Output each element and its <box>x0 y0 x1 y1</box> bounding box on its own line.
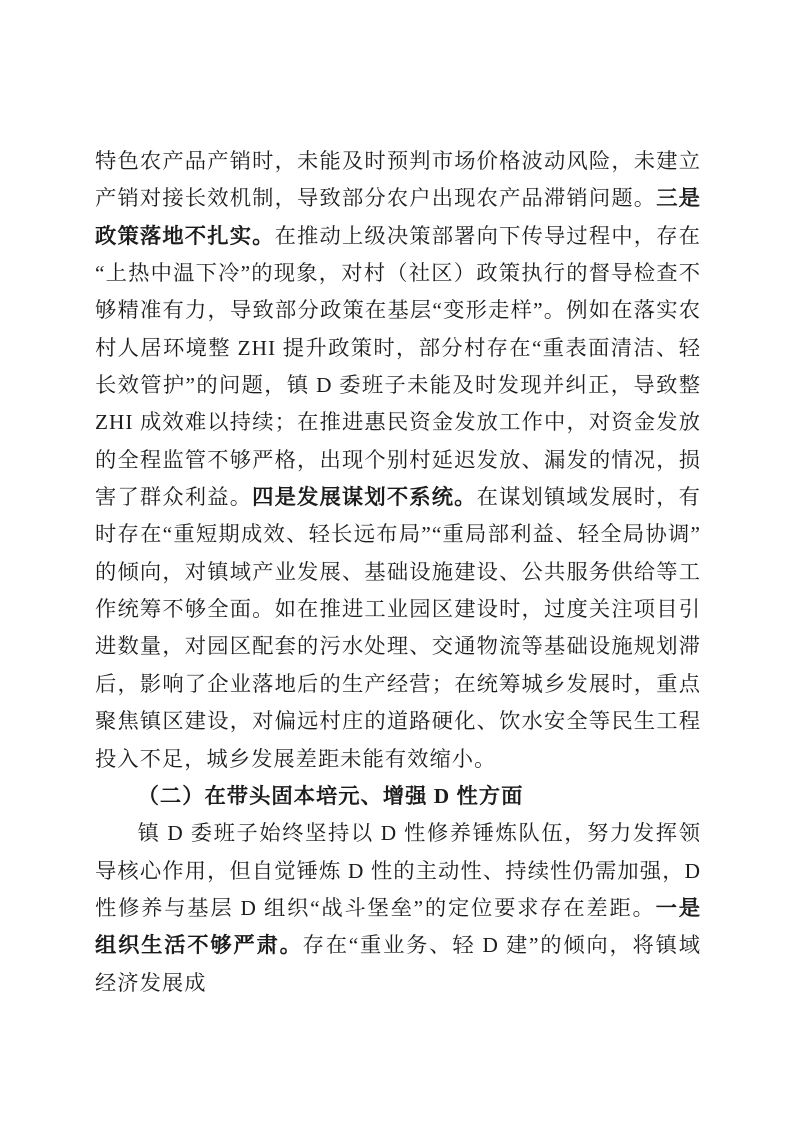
document-body <box>95 143 701 1002</box>
paragraph-body <box>95 815 701 1002</box>
text-run: 在谋划镇域发展时，有时存在“重短期成效、轻长远布局”“重局部利益、轻全局协调”的倾向，对镇域产业发展、基础设施建设、公共服务供给等工作统筹不够全面。如在推进工业园区建设时，过度关注项目引进数量，对园区配套的污水处理、交通物流等基础设施规划滞后，影响了企业落地后的生产经营；在统筹城乡发展时，重点聚焦镇区建设，对偏远村庄的道路硬化、饮水安全等民生工程投入不足，城乡发展差距未能有效缩小。 <box>95 485 701 771</box>
section-heading: （二）在带头固本培元、增强 D 性方面 <box>137 783 524 808</box>
text-run: 镇 D 委班子始终坚持以 D 性修养锤炼队伍，努力发挥领导核心作用，但自觉锤炼 D 性的主动性、持续性仍需加强，D 性修养与基层 D 组织“战斗堡垒”的定位要求存在差距。 <box>95 821 701 920</box>
bold-emphasis-run: 四是发展谋划不系统。 <box>252 485 477 510</box>
text-run: 存在“重业务、轻 D 建”的倾向，将镇域经济发展成 <box>95 933 701 995</box>
paragraph-continuation <box>95 143 701 778</box>
bold-emphasis-run: 一是组织生活不够严肃。 <box>95 895 701 958</box>
text-run: 在推动上级决策部署向下传导过程中，存在“上热中温下冷”的现象，对村（社区）政策执行的督导检查不够精准有力，导致部分政策在基层“变形走样”。例如在落实农村人居环境整 ZHI 提升政策时，部分村存在“重表面清洁、轻长效管护”的问题，镇 D 委班子未能及时发现并纠正，导致整 ZHI 成效难以持续；在推进惠民资金发放工作中，对资金发放的全程监管不够严格，出现个别村延迟发放、漏发的情况，损害了群众利益。 <box>95 223 701 510</box>
text-run: 特色农产品产销时，未能及时预判市场价格波动风险，未建立产销对接长效机制，导致部分农户出现农产品滞销问题。 <box>95 149 701 211</box>
bold-emphasis-run: 三是政策落地不扎实。 <box>95 186 701 248</box>
